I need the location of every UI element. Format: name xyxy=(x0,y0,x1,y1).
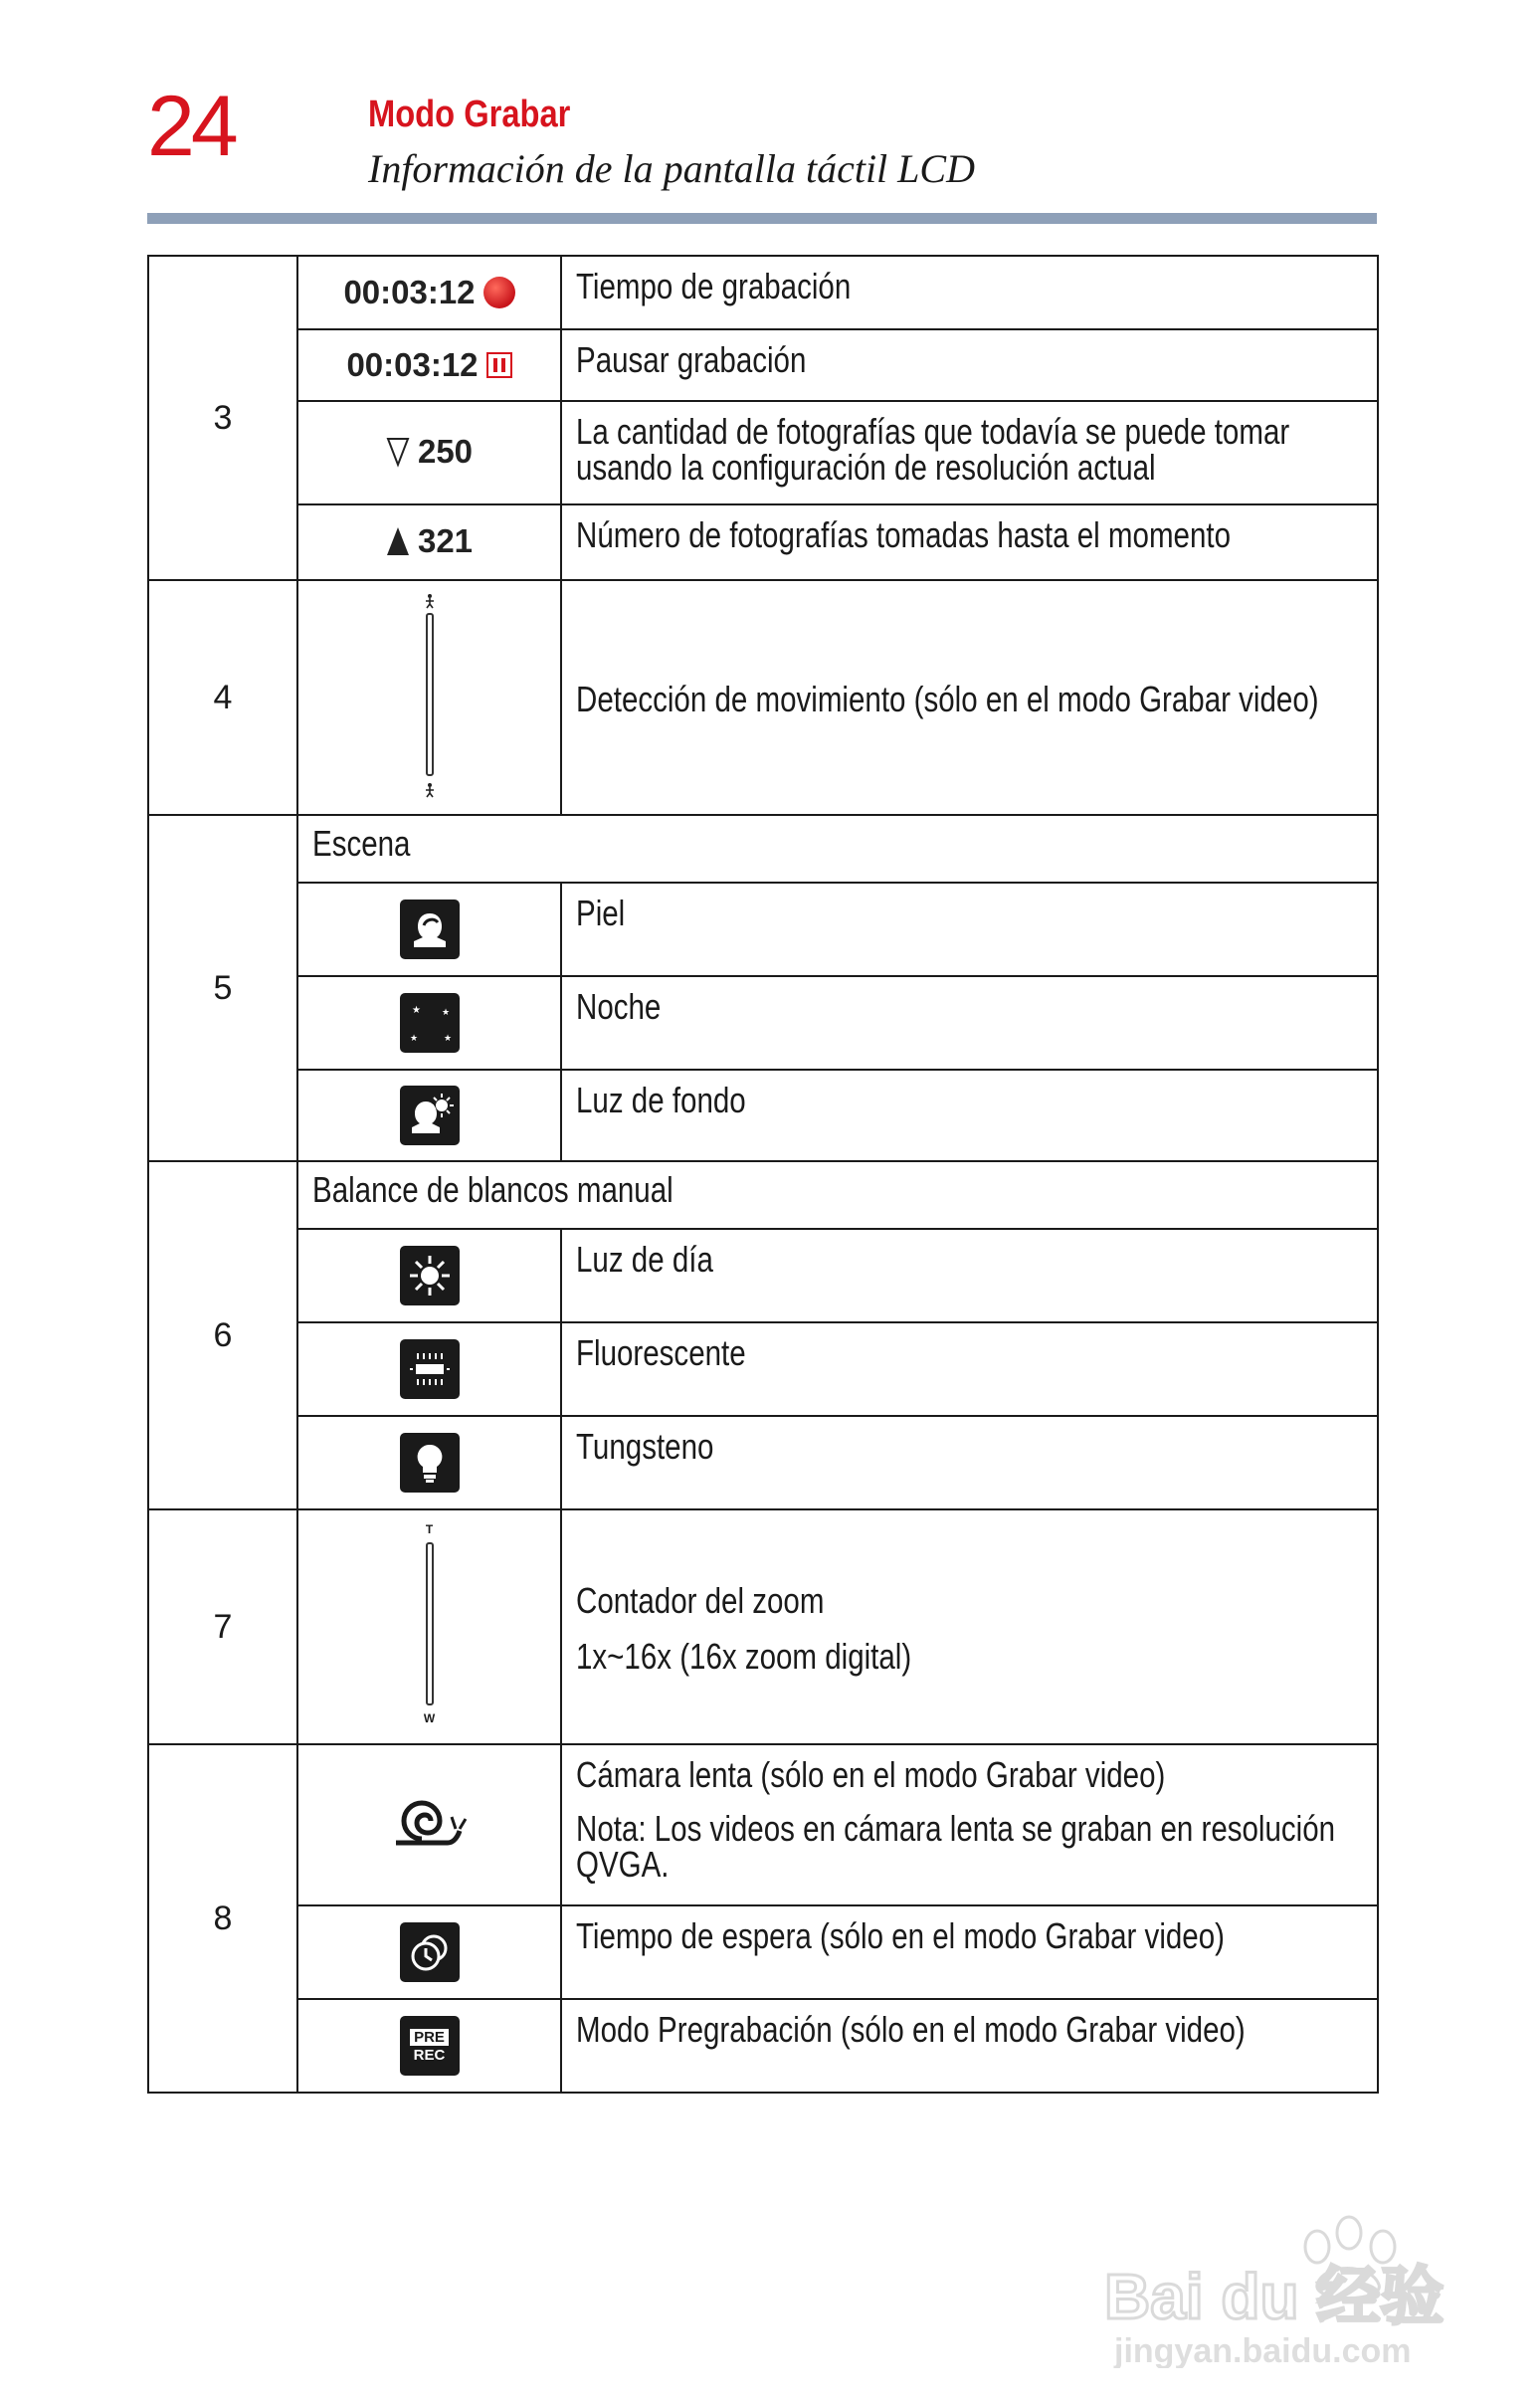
description-cont: usando la configuración de resolución actual xyxy=(576,447,1156,488)
table-row xyxy=(148,815,1378,883)
bulb-icon xyxy=(400,1433,460,1493)
description: Número de fotografías tomadas hasta el momento xyxy=(576,514,1231,555)
description: Piel xyxy=(576,893,626,933)
record-dot-icon xyxy=(483,277,515,308)
watermark-brand: Bai du 经验 xyxy=(1104,2261,1444,2332)
portrait-skin-icon xyxy=(400,900,460,959)
zoom-wide-label: W xyxy=(423,1710,436,1725)
table-row xyxy=(148,329,1378,401)
sun-icon xyxy=(400,1246,460,1305)
description: Cámara lenta (sólo en el modo Grabar video) xyxy=(576,1754,1166,1795)
table-row xyxy=(148,976,1378,1070)
table-row xyxy=(148,1161,1378,1229)
table-row xyxy=(148,1416,1378,1509)
icon-reference-table xyxy=(147,255,1379,2094)
description: Tungsteno xyxy=(576,1426,714,1467)
item-number: 4 xyxy=(148,580,297,815)
table-row xyxy=(148,1744,1378,1905)
fluorescent-icon xyxy=(400,1339,460,1399)
pre-rec-icon: PRE REC xyxy=(400,2016,460,2076)
night-moon-icon xyxy=(400,993,460,1053)
recording-time-cell xyxy=(297,256,561,329)
description: Pausar grabación xyxy=(576,339,807,380)
svg-text:★: ★ xyxy=(411,1005,421,1016)
description: Modo Pregrabación (sólo en el modo Grabar video) xyxy=(576,2009,1246,2050)
baidu-watermark xyxy=(1104,2199,1482,2368)
section-subtitle: Información de la pantalla táctil LCD xyxy=(368,146,975,191)
remaining-count: 250 xyxy=(417,433,474,470)
taken-count: 321 xyxy=(417,522,474,559)
description: Tiempo de espera (sólo en el modo Grabar video) xyxy=(576,1915,1225,1956)
description: La cantidad de fotografías que todavía se puede tomar xyxy=(576,411,1290,452)
table-row xyxy=(148,1905,1378,1999)
header-rule xyxy=(147,213,1377,224)
note: Nota: Los videos en cámara lenta se graban en resolución xyxy=(576,1808,1336,1849)
taken-triangle-icon xyxy=(386,525,410,557)
section-title: Modo Grabar xyxy=(368,94,571,135)
recording-counter: 00:03:12 xyxy=(343,274,476,310)
pause-counter: 00:03:12 xyxy=(346,346,479,383)
description: Detección de movimiento (sólo en el modo Grabar video) xyxy=(576,679,1319,719)
note-cont: QVGA. xyxy=(576,1844,670,1885)
item-number: 6 xyxy=(148,1161,297,1509)
timer-icon xyxy=(400,1922,460,1982)
pause-icon xyxy=(486,352,512,378)
description: Contador del zoom xyxy=(576,1580,825,1621)
pause-cell xyxy=(297,329,561,401)
item-number: 3 xyxy=(148,256,297,580)
motion-detection-slider-icon xyxy=(415,593,445,798)
snail-icon xyxy=(392,1795,468,1851)
table-row xyxy=(148,1509,1378,1744)
zoom-tele-label: T xyxy=(425,1521,434,1536)
description: Fluorescente xyxy=(576,1332,746,1373)
item-number: 8 xyxy=(148,1744,297,2093)
table-row xyxy=(148,1229,1378,1322)
item-number: 7 xyxy=(148,1509,297,1744)
description: Luz de fondo xyxy=(576,1080,746,1120)
table-row xyxy=(148,1999,1378,2093)
svg-text:★: ★ xyxy=(409,1034,418,1044)
group-header: Escena xyxy=(312,823,411,864)
item-number: 5 xyxy=(148,815,297,1161)
group-header: Balance de blancos manual xyxy=(312,1169,674,1210)
zoom-slider-icon xyxy=(415,1522,445,1727)
description: Luz de día xyxy=(576,1239,713,1280)
backlight-icon xyxy=(400,1086,460,1145)
table-row xyxy=(148,1322,1378,1416)
table-row xyxy=(148,1070,1378,1161)
table-row xyxy=(148,504,1378,580)
zoom-range: 1x~16x (16x zoom digital) xyxy=(576,1636,912,1677)
taken-cell xyxy=(297,504,561,580)
svg-text:★: ★ xyxy=(443,1034,452,1044)
description: Noche xyxy=(576,986,662,1027)
remaining-triangle-icon xyxy=(386,436,410,468)
table-row xyxy=(148,883,1378,976)
page-number: 24 xyxy=(147,79,235,174)
table-row xyxy=(148,256,1378,329)
svg-text:★: ★ xyxy=(441,1008,450,1018)
table-row xyxy=(148,580,1378,815)
description: Tiempo de grabación xyxy=(576,266,852,306)
watermark-url: jingyan.baidu.com xyxy=(1114,2332,1412,2368)
table-row xyxy=(148,401,1378,504)
remaining-cell xyxy=(297,401,561,504)
